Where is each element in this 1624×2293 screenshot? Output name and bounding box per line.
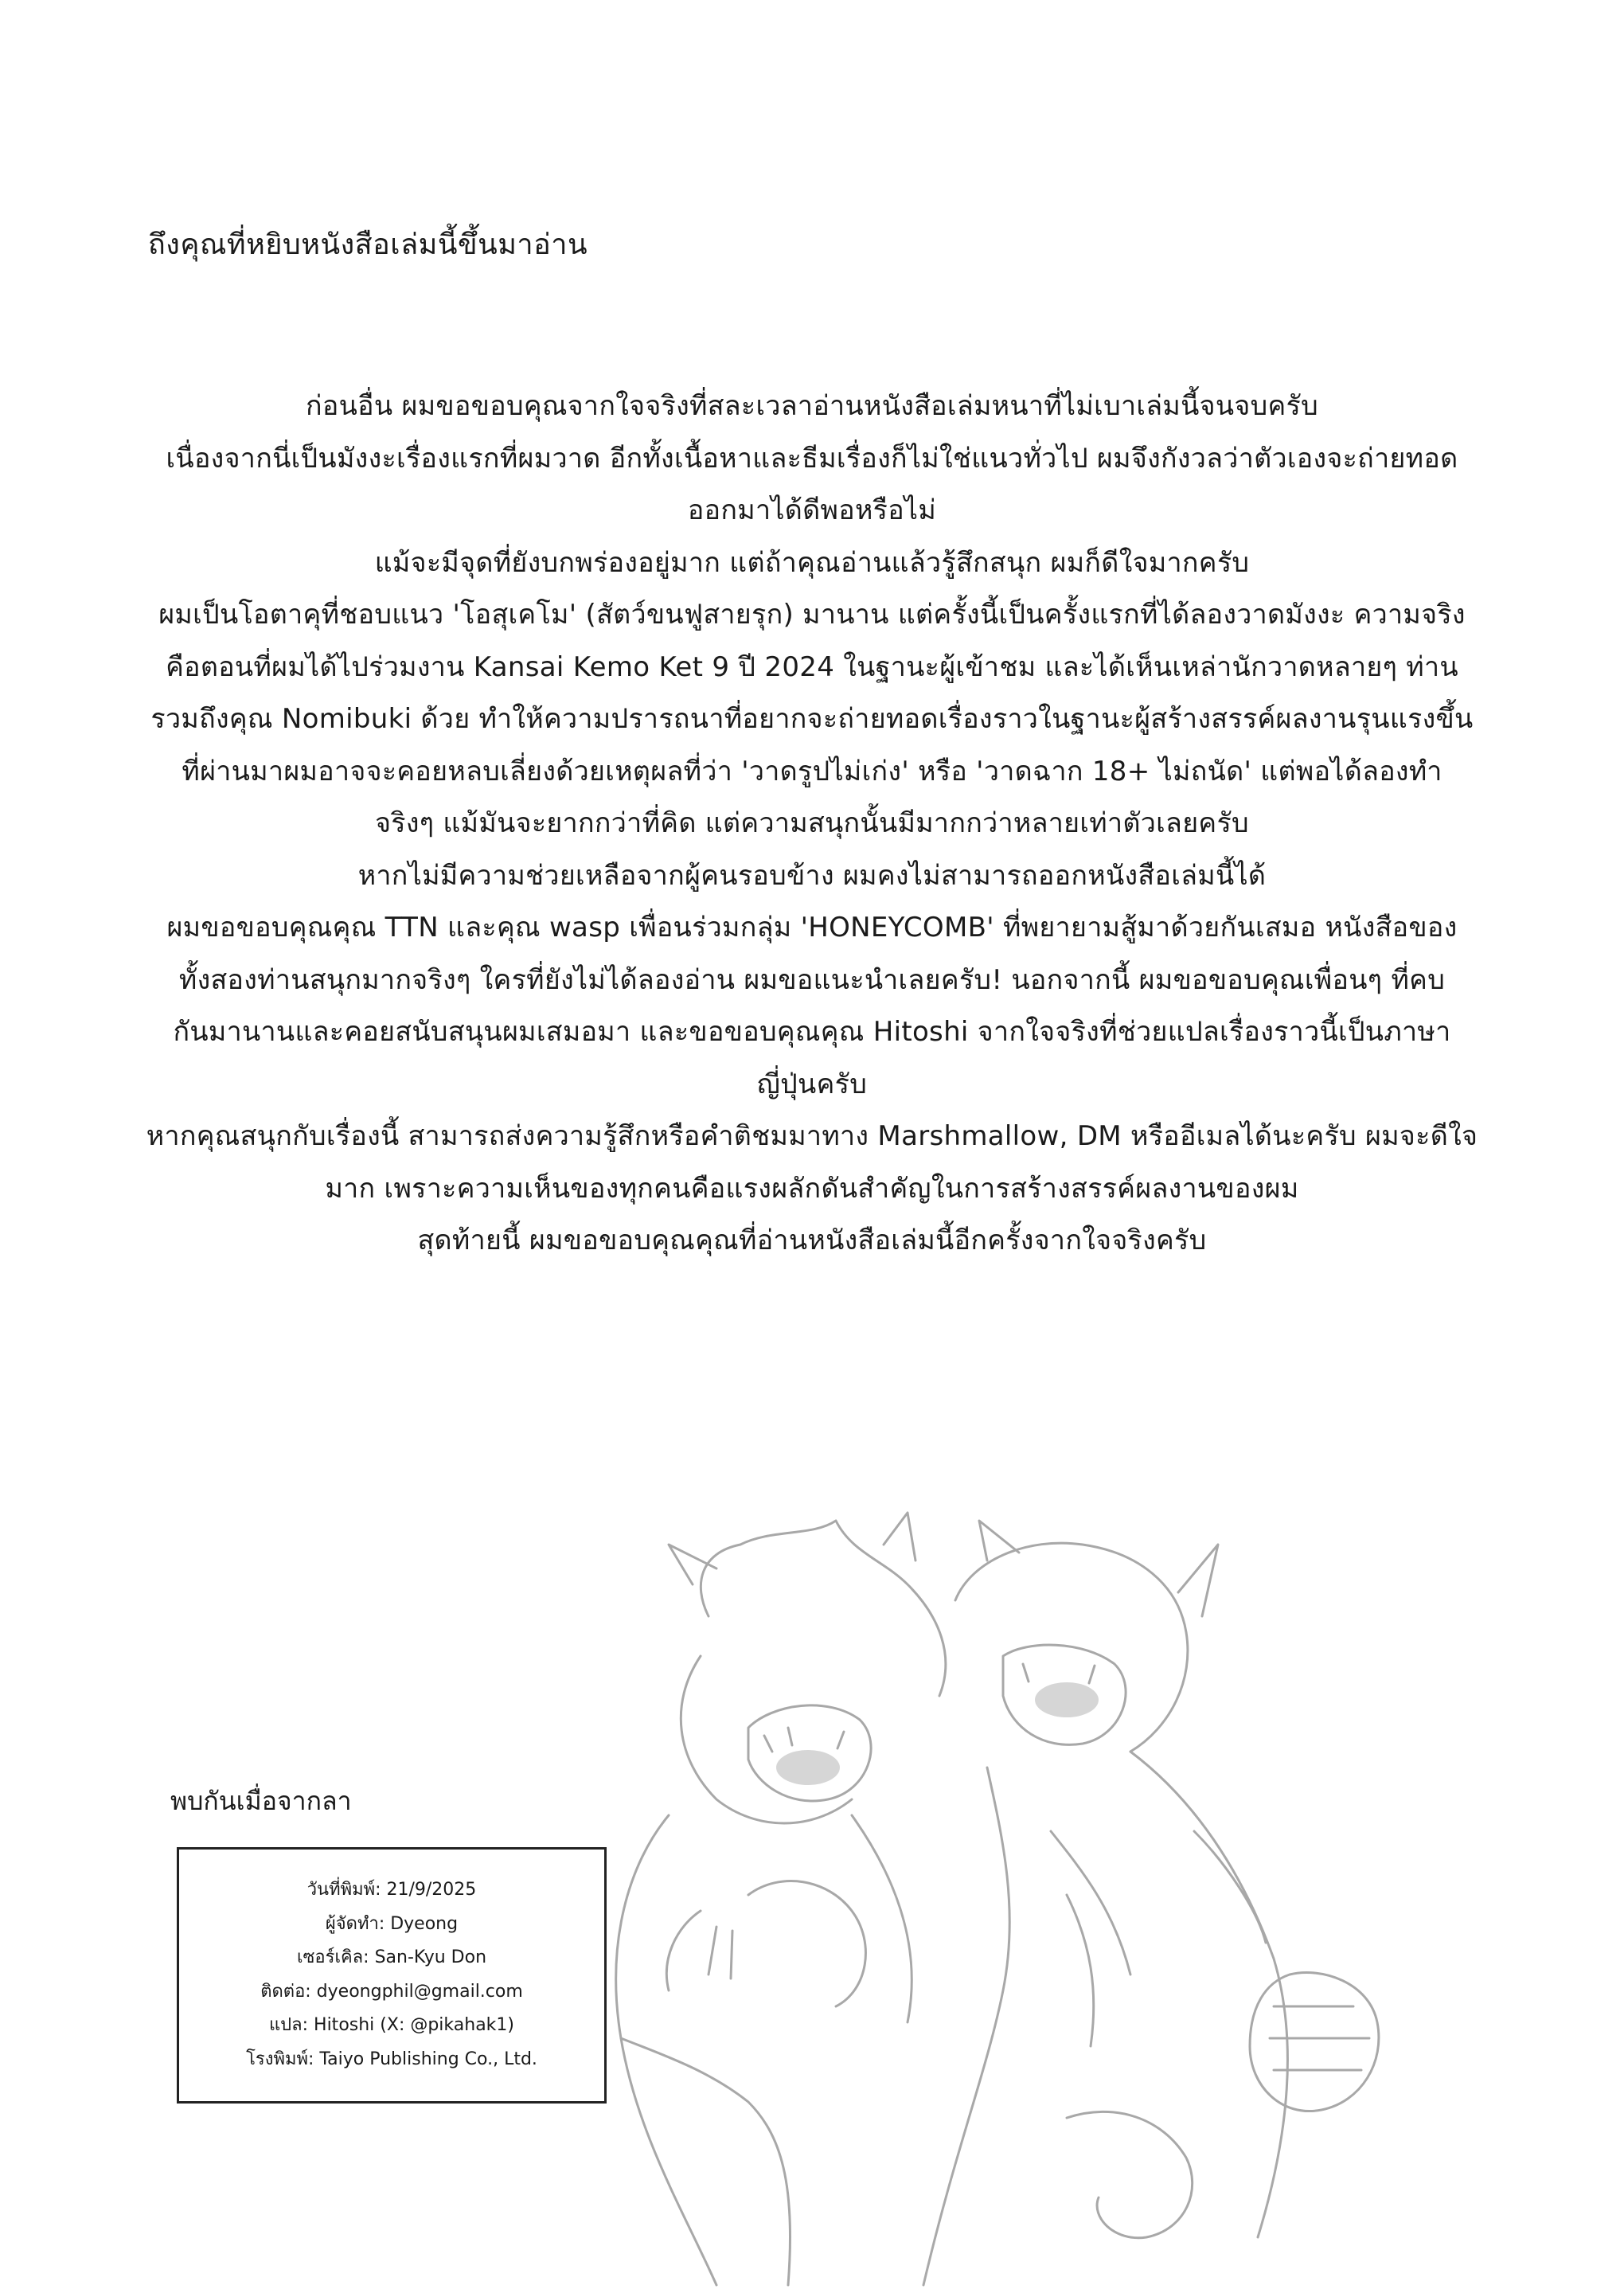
farewell-line: พบกันเมื่อจากลา (170, 1782, 352, 1820)
character-sketch-illustration (509, 1497, 1544, 2293)
afterword-body (127, 381, 1497, 1268)
body-line: ทั้งสองท่านสนุกมากจริงๆ ใครที่ยังไม่ได้ลองอ่าน ผมขอแนะนำเลยครับ! นอกจากนี้ ผมขอขอบคุณเพื่อนๆ ที่คบ (178, 963, 1446, 996)
body-line: ญี่ปุ่นครับ (756, 1068, 868, 1100)
translator: แปล: Hitoshi (X: @pikahak1) (269, 2015, 514, 2035)
print-date: วันที่พิมพ์: 21/9/2025 (306, 1880, 477, 1900)
greeting-heading: ถึงคุณที่หยิบหนังสือเล่มนี้ขึ้นมาอ่าน (148, 229, 588, 261)
printer: โรงพิมพ์: Taiyo Publishing Co., Ltd. (246, 2049, 537, 2069)
circle-name: เซอร์เคิล: San-Kyu Don (296, 1947, 487, 1967)
body-line: ที่ผ่านมาผมอาจจะคอยหลบเลี่ยงด้วยเหตุผลที่ว่า 'วาดรูปไม่เก่ง' หรือ 'วาดฉาก 18+ ไม่ถนัด' แต่พอได้ลองทำ (182, 755, 1442, 787)
body-line: จริงๆ แม้มันจะยากกว่าที่คิด แต่ความสนุกนั้นมีมากกว่าหลายเท่าตัวเลยครับ (375, 807, 1249, 839)
body-line: ผมขอขอบคุณคุณ TTN และคุณ wasp เพื่อนร่วมกลุ่ม 'HONEYCOMB' ที่พยายามสู้มาด้วยกันเสมอ หนังสือของ (166, 912, 1458, 943)
contact-email: ติดต่อ: dyeongphil@gmail.com (260, 1981, 523, 2002)
author: ผู้จัดทำ: Dyeong (325, 1913, 459, 1934)
body-line: ผมเป็นโอตาคุที่ชอบแนว 'โอสุเคโม' (สัตว์ขนฟูสายรุก) มานาน แต่ครั้งนี้เป็นครั้งแรกที่ได้ลองวาดมังงะ ความจริง (158, 599, 1466, 631)
body-line: เนื่องจากนี่เป็นมังงะเรื่องแรกที่ผมวาด อีกทั้งเนื้อหาและธีมเรื่องก็ไม่ใช่แนวทั่วไป ผมจึงกังวลว่าตัวเองจะถ่ายทอด (166, 442, 1458, 475)
body-line: มาก เพราะความเห็นของทุกคนคือแรงผลักดันสำคัญในการสร้างสรรค์ผลงานของผม (325, 1172, 1299, 1205)
body-line: สุดท้ายนี้ ผมขอขอบคุณคุณที่อ่านหนังสือเล่มนี้อีกครั้งจากใจจริงครับ (417, 1225, 1207, 1256)
body-line: หากไม่มีความช่วยเหลือจากผู้คนรอบข้าง ผมคงไม่สามารถออกหนังสือเล่มนี้ได้ (357, 859, 1267, 892)
body-line: คือตอนที่ผมได้ไปร่วมงาน Kansai Kemo Ket 9 ปี 2024 ในฐานะผู้เข้าชม และได้เห็นเหล่านักวาดหลายๆ ท่าน (166, 650, 1458, 683)
colophon-box (177, 1847, 607, 2104)
body-line: กันมานานและคอยสนับสนุนผมเสมอมา และขอขอบคุณคุณ Hitoshi จากใจจริงที่ช่วยแปลเรื่องราวนี้เป็นภาษา (173, 1016, 1451, 1048)
body-line: ก่อนอื่น ผมขอขอบคุณจากใจจริงที่สละเวลาอ่านหนังสือเล่มหนาที่ไม่เบาเล่มนี้จนจบครับ (305, 390, 1319, 422)
body-line: แม้จะมีจุดที่ยังบกพร่องอยู่มาก แต่ถ้าคุณอ่านแล้วรู้สึกสนุก ผมก็ดีใจมากครับ (374, 546, 1250, 579)
body-line: รวมถึงคุณ Nomibuki ด้วย ทำให้ความปรารถนาที่อยากจะถ่ายทอดเรื่องราวในฐานะผู้สร้างสรรค์ผลงานรุนแรงขึ้น (150, 703, 1474, 735)
body-line: ออกมาได้ดีพอหรือไม่ (687, 494, 937, 526)
body-line: หากคุณสนุกกับเรื่องนี้ สามารถส่งความรู้สึกหรือคำติชมมาทาง Marshmallow, DM หรืออีเมลได้นะครับ ผมจะดีใจ (146, 1120, 1478, 1152)
